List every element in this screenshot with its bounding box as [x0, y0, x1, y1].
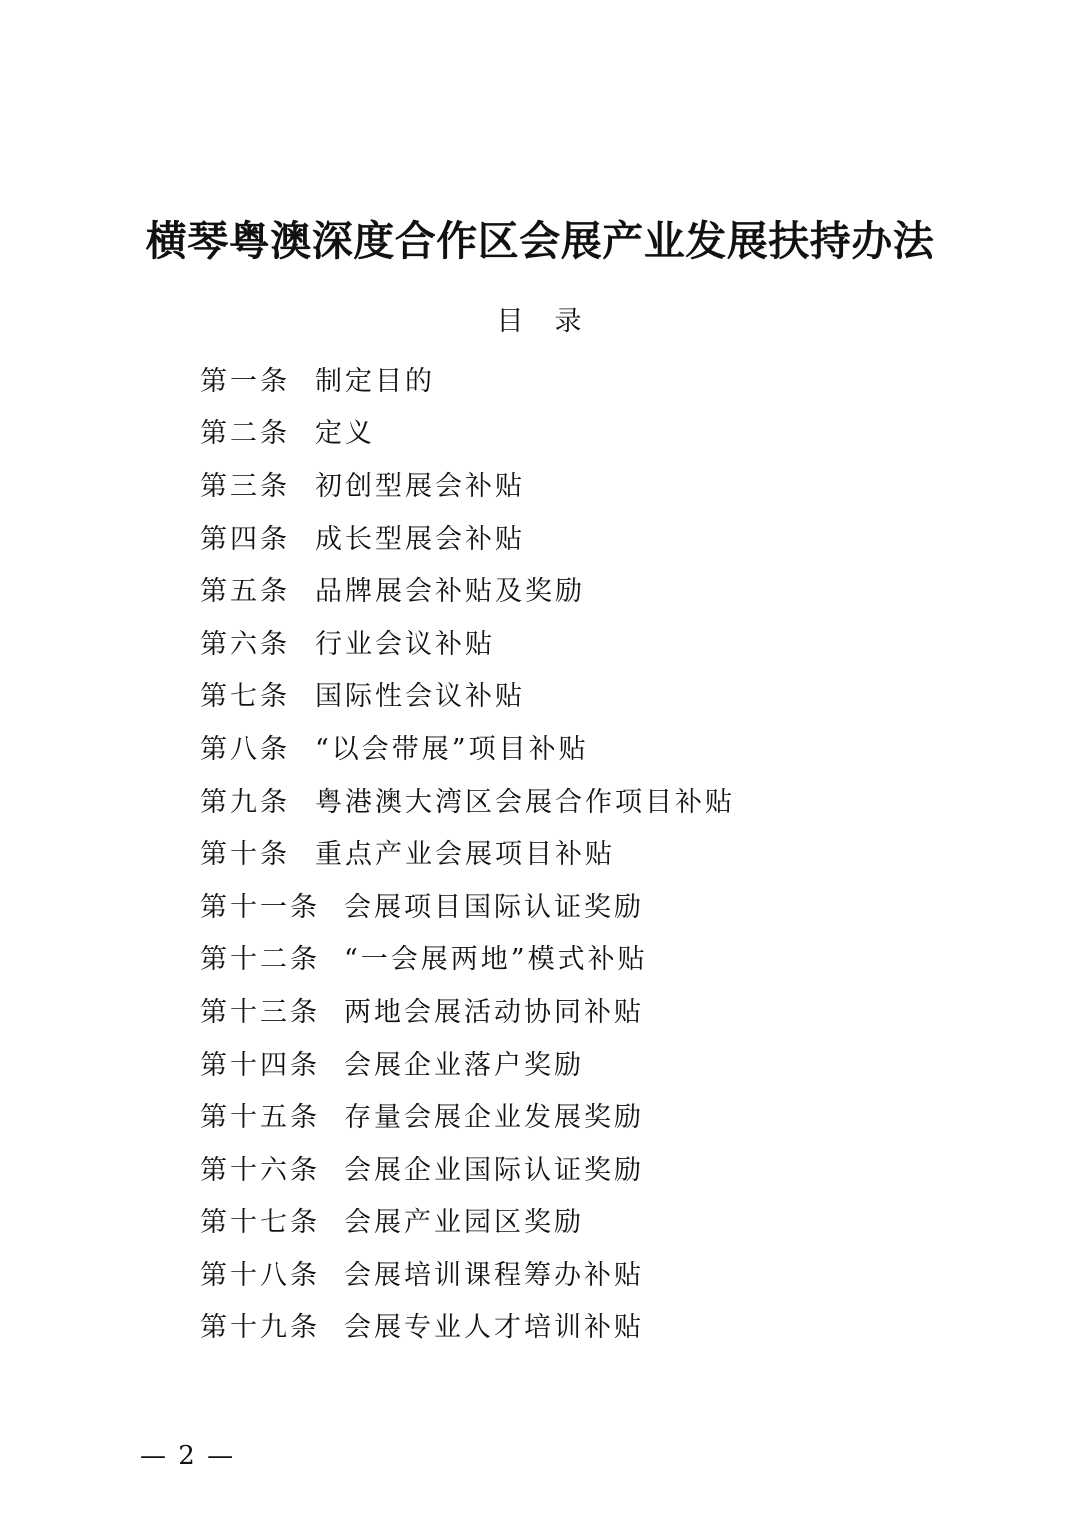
toc-item: [200, 457, 735, 510]
toc-item: [200, 510, 735, 563]
toc-item-text: 初创型展会补贴: [315, 470, 525, 502]
table-of-contents: [200, 352, 735, 1351]
toc-item-number: 第六条: [200, 628, 290, 660]
toc-item-text: 国际性会议补贴: [315, 681, 525, 713]
toc-item-text: 粤港澳大湾区会展合作项目补贴: [315, 786, 735, 818]
toc-item-number: 第十条: [200, 839, 290, 871]
toc-item: [200, 1246, 735, 1299]
toc-item: [200, 1299, 735, 1352]
toc-item: [200, 1194, 735, 1247]
toc-item: [200, 720, 735, 773]
toc-item: [200, 615, 735, 668]
toc-item: [200, 1141, 735, 1194]
document-title: 横琴粤澳深度合作区会展产业发展扶持办法: [145, 217, 935, 266]
toc-item-text: 两地会展活动协同补贴: [344, 996, 644, 1028]
toc-item-number: 第三条: [200, 470, 290, 502]
toc-item-number: 第十七条: [200, 1207, 320, 1239]
toc-item-text: 会展培训课程筹办补贴: [344, 1259, 644, 1291]
toc-item-text: 会展项目国际认证奖励: [344, 891, 644, 923]
toc-item-text: 会展企业国际认证奖励: [344, 1154, 644, 1186]
toc-item: [200, 1036, 735, 1089]
toc-item-number: 第七条: [200, 681, 290, 713]
toc-item-number: 第一条: [200, 365, 290, 397]
toc-item-text: 成长型展会补贴: [315, 523, 525, 555]
toc-item: [200, 878, 735, 931]
toc-item-text: 制定目的: [315, 365, 435, 397]
toc-item-number: 第十六条: [200, 1154, 320, 1186]
toc-item-number: 第二条: [200, 418, 290, 450]
toc-item-number: 第十三条: [200, 996, 320, 1028]
toc-item-text: 会展企业落户奖励: [344, 1049, 584, 1081]
toc-item-text: 存量会展企业发展奖励: [344, 1102, 644, 1134]
toc-item-number: 第十二条: [200, 944, 320, 976]
toc-item: [200, 931, 735, 984]
toc-item: [200, 825, 735, 878]
toc-item-number: 第十一条: [200, 891, 320, 923]
toc-item-text: “一会展两地”模式补贴: [344, 944, 648, 976]
toc-item-text: 会展专业人才培训补贴: [344, 1312, 644, 1344]
toc-item: [200, 668, 735, 721]
page-number: — 2 —: [140, 1441, 236, 1471]
toc-item: [200, 562, 735, 615]
toc-item-number: 第四条: [200, 523, 290, 555]
toc-item-text: 会展产业园区奖励: [344, 1207, 584, 1239]
toc-item-text: “以会带展”项目补贴: [315, 733, 589, 765]
toc-item: [200, 983, 735, 1036]
toc-item-text: 定义: [315, 418, 375, 450]
toc-heading: 目 录: [496, 306, 584, 337]
toc-item-text: 行业会议补贴: [315, 628, 495, 660]
toc-item-number: 第八条: [200, 733, 290, 765]
toc-item-number: 第十四条: [200, 1049, 320, 1081]
toc-item: [200, 773, 735, 826]
toc-item-number: 第九条: [200, 786, 290, 818]
toc-item: [200, 405, 735, 458]
toc-item-number: 第十八条: [200, 1259, 320, 1291]
toc-item-number: 第五条: [200, 576, 290, 608]
toc-item: [200, 1088, 735, 1141]
toc-item-text: 重点产业会展项目补贴: [315, 839, 615, 871]
toc-item: [200, 352, 735, 405]
toc-item-number: 第十九条: [200, 1312, 320, 1344]
toc-item-number: 第十五条: [200, 1102, 320, 1134]
toc-item-text: 品牌展会补贴及奖励: [315, 576, 585, 608]
